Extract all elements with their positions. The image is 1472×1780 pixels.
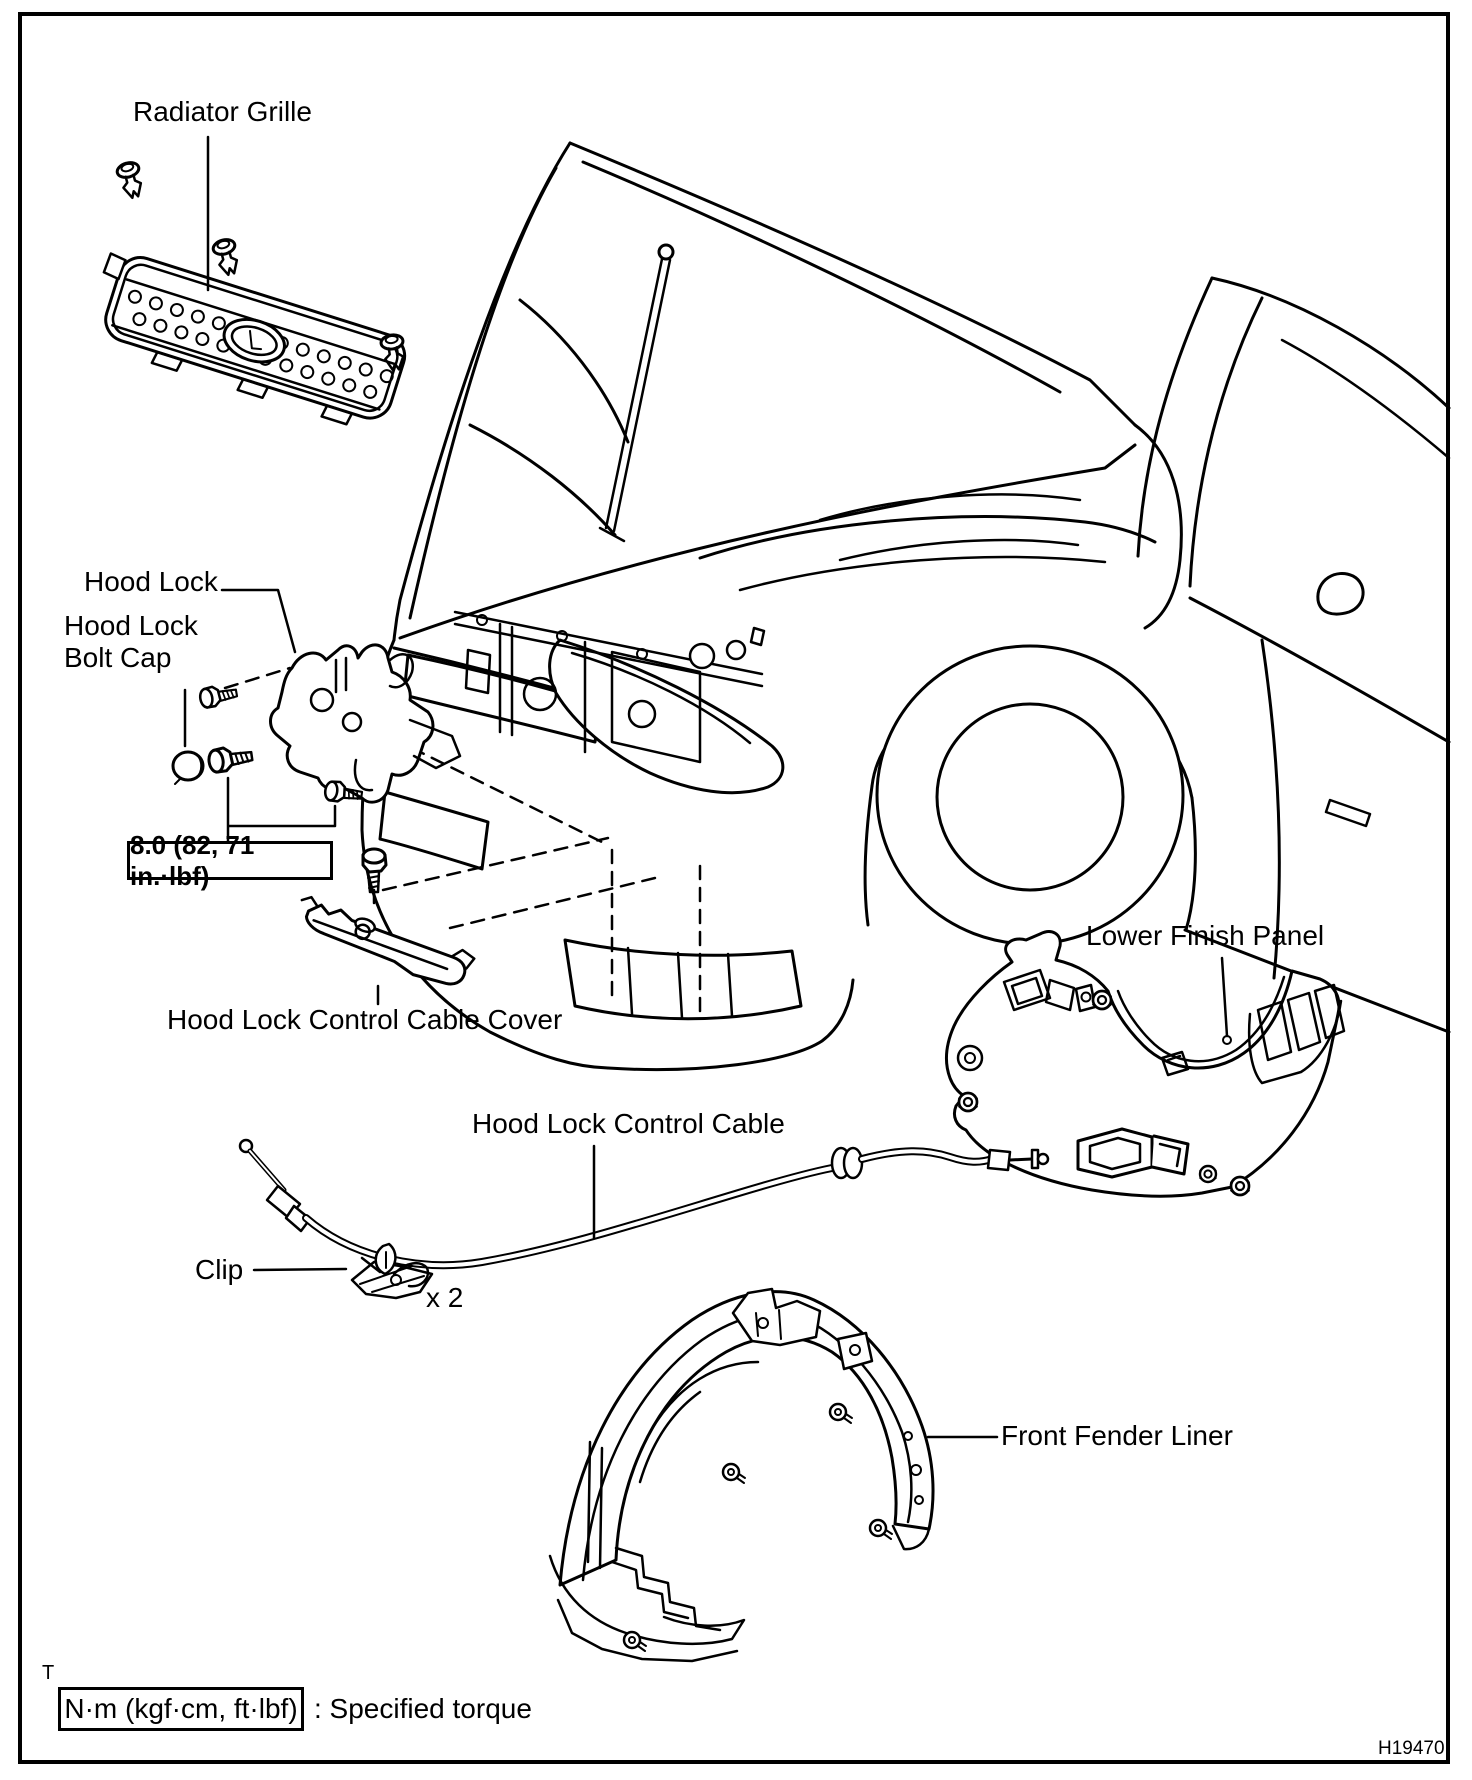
torque-spec-box: 8.0 (82, 71 in.·lbf)	[127, 841, 333, 880]
label-clip-count: x 2	[426, 1282, 464, 1313]
grille-pin-screw	[116, 160, 146, 200]
panel-screw	[1093, 991, 1111, 1009]
label-lower-finish-panel: Lower Finish Panel	[1086, 920, 1325, 951]
label-radiator-grille: Radiator Grille	[133, 96, 312, 127]
figure-code: H19470	[1378, 1738, 1445, 1759]
liner-screw	[830, 1404, 852, 1423]
label-front-fender-liner: Front Fender Liner	[1001, 1420, 1233, 1451]
legend-description: : Specified torque	[314, 1693, 532, 1724]
hood-lock-bolt	[207, 744, 253, 773]
radiator-grille-drawing	[82, 160, 410, 435]
liner-screw	[723, 1464, 745, 1483]
liner-screw	[870, 1520, 892, 1539]
panel-screw	[1231, 1177, 1249, 1195]
label-hood-lock: Hood Lock	[84, 566, 218, 597]
panel-screw	[959, 1093, 977, 1111]
legend-torque-unit-box: N·m (kgf·cm, ft·lbf)	[58, 1687, 304, 1731]
label-hood-lock-bolt-cap: Hood Lock Bolt Cap	[64, 610, 198, 674]
liner-screw	[624, 1632, 646, 1651]
label-hood-lock-control-cable-cover: Hood Lock Control Cable Cover	[167, 1004, 563, 1035]
cable-cover-bolt	[363, 849, 386, 892]
legend-torque-symbol: T	[42, 1662, 55, 1684]
panel-clip	[1200, 1166, 1216, 1182]
front-fender-liner-drawing	[550, 1289, 933, 1661]
hood-lock-control-cable-drawing	[240, 1140, 1048, 1265]
grille-pin-screw	[212, 237, 242, 277]
label-hood-lock-control-cable: Hood Lock Control Cable	[472, 1108, 785, 1139]
label-clip: Clip	[195, 1254, 244, 1285]
